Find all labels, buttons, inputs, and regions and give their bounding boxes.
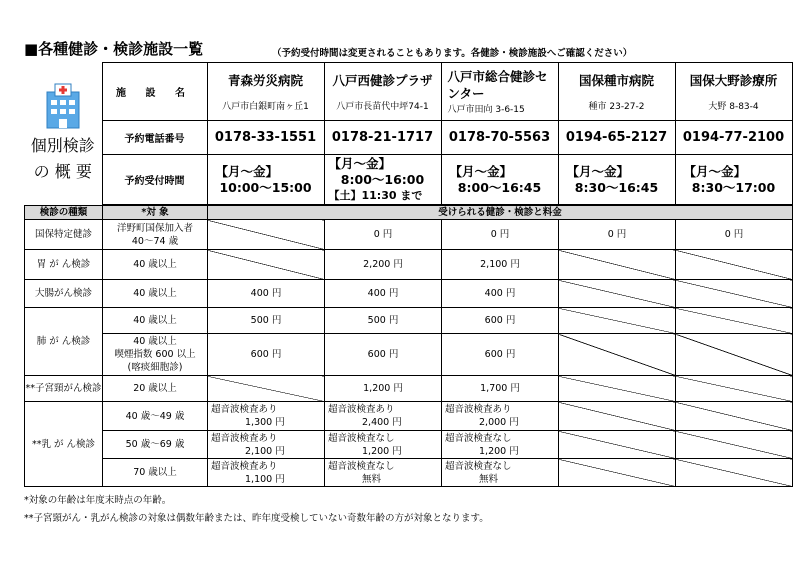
fee-cell: 400 円	[442, 280, 559, 308]
header-type: 検診の種類	[25, 206, 103, 220]
fee-cell: 超音波検査なし 無料	[442, 459, 559, 487]
phone-3: 0178-70-5563	[441, 121, 558, 155]
overview-cell	[24, 63, 102, 205]
hours-4: 【月～金】 8:30～16:45	[558, 155, 675, 205]
facility-2: 八戸西健診プラザ 八戸市長苗代中坪74-1	[324, 63, 441, 121]
header-fees: 受けられる健診・検診と料金	[208, 206, 793, 220]
phone-4: 0194-65-2127	[558, 121, 675, 155]
fee-cell: 0 円	[559, 220, 676, 250]
fee-cell: 600 円	[325, 334, 442, 376]
hours-1: 【月～金】 10:00～15:00	[207, 155, 324, 205]
not-available-cell	[559, 431, 676, 459]
fee-cell: 0 円	[442, 220, 559, 250]
header-target: *対 象	[103, 206, 208, 220]
not-available-cell	[676, 431, 793, 459]
not-available-cell	[559, 376, 676, 402]
table-row	[25, 334, 793, 376]
fee-cell: 0 円	[676, 220, 793, 250]
overview-line2: の 概 要	[33, 162, 92, 181]
row-target: 70 歳以上	[103, 459, 208, 487]
phone-2: 0178-21-1717	[324, 121, 441, 155]
fee-cell: 超音波検査あり 2,400 円	[325, 402, 442, 431]
table-row	[25, 250, 793, 280]
table-row	[25, 431, 793, 459]
fee-cell: 400 円	[325, 280, 442, 308]
row-target: 40 歳～49 歳	[103, 402, 208, 431]
fee-cell: 超音波検査あり 1,300 円	[208, 402, 325, 431]
table-row	[25, 459, 793, 487]
fee-cell: 超音波検査あり 2,100 円	[208, 431, 325, 459]
facility-3: 八戸市総合健診センター 八戸市田向 3-6-15	[441, 63, 558, 121]
fee-cell: 1,200 円	[325, 376, 442, 402]
fee-cell: 超音波検査なし 1,200 円	[325, 431, 442, 459]
row-target: 40 歳以上 喫煙指数 600 以上 (喀痰細胞診)	[103, 334, 208, 376]
not-available-cell	[676, 459, 793, 487]
label-facility: 施 設 名	[102, 63, 207, 121]
hospital-building-icon	[41, 82, 85, 130]
table-row	[25, 280, 793, 308]
facility-1: 青森労災病院 八戸市白銀町南ヶ丘1	[207, 63, 324, 121]
row-type: 肺 が ん検診	[25, 308, 103, 376]
fee-cell: 500 円	[325, 308, 442, 334]
fee-cell: 600 円	[442, 308, 559, 334]
row-type: 国保特定健診	[25, 220, 103, 250]
fee-cell: 400 円	[208, 280, 325, 308]
fee-cell: 2,200 円	[325, 250, 442, 280]
facility-4: 国保種市病院 種市 23-27-2	[558, 63, 675, 121]
footnote-eligibility: **子宮頸がん・乳がん検診の対象は偶数年齢または、昨年度受検していない奇数年齢の方が対象となります。	[24, 513, 489, 524]
fee-cell: 2,100 円	[442, 250, 559, 280]
footnote-age: *対象の年齢は年度末時点の年齢。	[24, 495, 172, 506]
not-available-cell	[208, 376, 325, 402]
row-target: 50 歳～69 歳	[103, 431, 208, 459]
not-available-cell	[676, 376, 793, 402]
row-target: 20 歳以上	[103, 376, 208, 402]
table-row	[25, 376, 793, 402]
row-type: **乳 が ん検診	[25, 402, 103, 487]
label-hours: 予約受付時間	[102, 155, 207, 205]
label-phone: 予約電話番号	[102, 121, 207, 155]
row-target: 40 歳以上	[103, 308, 208, 334]
row-target: 40 歳以上	[103, 250, 208, 280]
hours-5: 【月～金】 8:30～17:00	[675, 155, 792, 205]
overview-line1: 個別検診	[30, 136, 95, 155]
not-available-cell	[676, 280, 793, 308]
row-type: 胃 が ん検診	[25, 250, 103, 280]
not-available-cell	[676, 402, 793, 431]
not-available-cell	[559, 308, 676, 334]
not-available-cell	[676, 334, 793, 376]
row-type: 大腸がん検診	[25, 280, 103, 308]
not-available-cell	[559, 250, 676, 280]
hours-2: 【月～金】 8:00～16:00 【土】11:30 まで	[324, 155, 441, 205]
facility-5: 国保大野診療所 大野 8-83-4	[675, 63, 792, 121]
not-available-cell	[676, 308, 793, 334]
hours-3: 【月～金】 8:00～16:45	[441, 155, 558, 205]
fee-cell: 超音波検査なし 1,200 円	[442, 431, 559, 459]
fee-cell: 1,700 円	[442, 376, 559, 402]
table-row	[25, 402, 793, 431]
fee-cell: 0 円	[325, 220, 442, 250]
not-available-cell	[208, 220, 325, 250]
not-available-cell	[559, 334, 676, 376]
page-note: （予約受付時間は変更されることもあります。各健診・検診施設へご確認ください）	[272, 48, 633, 59]
facility-table	[24, 62, 793, 205]
table-row	[25, 308, 793, 334]
fee-table	[24, 205, 793, 487]
not-available-cell	[676, 250, 793, 280]
phone-1: 0178-33-1551	[207, 121, 324, 155]
not-available-cell	[559, 402, 676, 431]
fee-cell: 超音波検査あり 2,000 円	[442, 402, 559, 431]
row-type: **子宮頸がん検診	[25, 376, 103, 402]
phone-5: 0194-77-2100	[675, 121, 792, 155]
fee-cell: 600 円	[442, 334, 559, 376]
not-available-cell	[559, 280, 676, 308]
not-available-cell	[559, 459, 676, 487]
row-target: 洋野町国保加入者 40～74 歳	[103, 220, 208, 250]
page-title: ■各種健診・検診施設一覧	[24, 40, 204, 58]
row-target: 40 歳以上	[103, 280, 208, 308]
not-available-cell	[208, 250, 325, 280]
fee-cell: 超音波検査あり 1,100 円	[208, 459, 325, 487]
fee-cell: 500 円	[208, 308, 325, 334]
table-row	[25, 220, 793, 250]
fee-cell: 超音波検査なし 無料	[325, 459, 442, 487]
fee-cell: 600 円	[208, 334, 325, 376]
